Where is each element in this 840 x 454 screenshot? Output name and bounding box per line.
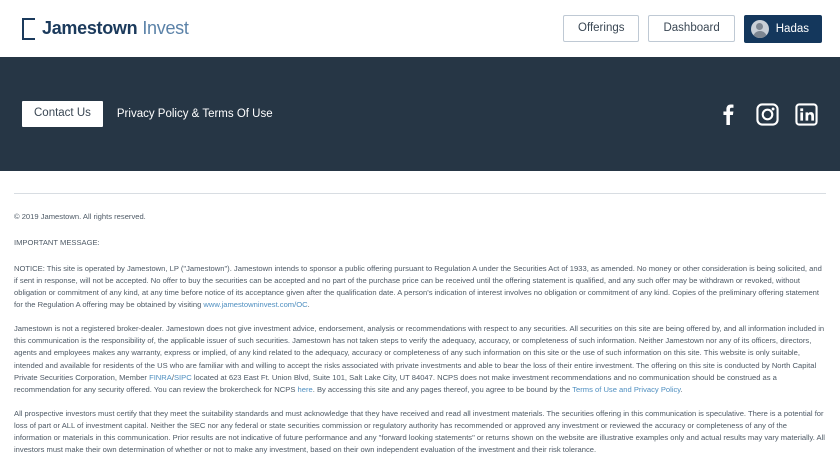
- header-nav: [563, 15, 822, 43]
- user-menu-button[interactable]: [744, 15, 822, 43]
- instagram-icon[interactable]: [756, 103, 779, 126]
- brokercheck-here-link[interactable]: here: [297, 385, 313, 395]
- user-name-label: Hadas: [775, 22, 809, 35]
- jamestown-logo-mark-icon: [22, 18, 35, 40]
- legal-section: [0, 193, 840, 454]
- site-header: [0, 0, 840, 57]
- footer-band-links: [22, 101, 273, 127]
- contact-us-button[interactable]: Contact Us: [22, 101, 103, 127]
- social-links: [717, 103, 818, 126]
- privacy-terms-link[interactable]: Privacy Policy & Terms Of Use: [116, 108, 273, 120]
- copyright-text: © 2019 Jamestown. All rights reserved.: [14, 212, 146, 221]
- facebook-icon[interactable]: [717, 103, 740, 126]
- finra-link[interactable]: FINRA: [149, 372, 172, 382]
- dashboard-button[interactable]: Dashboard: [648, 15, 734, 43]
- sipc-link[interactable]: SIPC: [173, 372, 192, 382]
- broker-text-part3: . By accessing this site and any pages thereof, you agree to be bound by the: [312, 385, 573, 395]
- user-avatar-icon: [751, 20, 769, 38]
- notice-paragraph: [14, 263, 826, 312]
- broker-slash-separator: /: [171, 372, 174, 382]
- brand-logo[interactable]: [22, 18, 189, 40]
- linkedin-icon[interactable]: [795, 103, 818, 126]
- broker-text-part4: .: [680, 385, 683, 395]
- notice-text-part2: .: [307, 300, 310, 310]
- logo-word-invest: Invest: [142, 18, 189, 38]
- notice-text-part1: NOTICE: This site is operated by Jamestown, LP ("Jamestown"). Jamestown intends to sponsor a public offering pursuant to Regulation A under the Securities Act of 1933, as amended. No money or other consideration is being solicited, and if sent in response, will not be accepted. No offer to buy the securities can be accepted and no part of the purchase price can be received until the offering statement is qualified, and any such offer may be withdrawn or revoked, without obligation or commitment of any kind, at any time before notice of its acceptance given after the qualification date. A person's indication of interest involves no obligation or commitment of any kind. Copies of the preliminary offering statement for the Regulation A offering may be obtained by visiting: [14, 263, 822, 310]
- legal-divider: [14, 193, 826, 194]
- logo-word-jamestown: Jamestown: [42, 18, 138, 38]
- terms-of-use-privacy-link[interactable]: Terms of Use and Privacy Policy: [572, 385, 681, 395]
- broker-dealer-paragraph: [14, 323, 826, 397]
- footer-band: [0, 57, 840, 171]
- offerings-button[interactable]: Offerings: [563, 15, 639, 43]
- important-message-heading: IMPORTANT MESSAGE:: [14, 238, 100, 248]
- broker-text-part2: located at 623 East Ft. Union Blvd, Suite 101, Salt Lake City, UT 84047. NCPS does not make investment recommendations and no communication should be construed as a recommendation for any security offered. You can review the brokercheck for NCPS: [14, 372, 777, 395]
- prospective-investors-paragraph: All prospective investors must certify that they meet the suitability standards and must acknowledge that they have received and read all investment materials. The securities offering in this communication is speculative. There is a potential for loss of part or ALL of investment capital. Neither the SEC nor any federal or state securities commission or regulatory authority has recommended or approved any investment or reviewed the accuracy or completeness of any of the information or materials in this communication. Prior results are not indicative of future performance and any "forward looking statements" or returns shown on the website are illustrative examples only and actual results may vary materially. All investors must make their own determination of whether or not to make any investment, based on their own independent evaluation of the investment and their risk tolerance.: [14, 408, 825, 454]
- offering-circular-link[interactable]: www.jamestowninvest.com/OC: [203, 300, 308, 310]
- broker-text-part1: Jamestown is not a registered broker-dealer. Jamestown does not give investment advice, endorsement, analysis or recommendations with respect to any securities. All securities on this site are being offered by, and all information included in this communication is the responsibility of, the applicable issuer of such securities. Jamestown has not taken steps to verify the adequacy, accuracy, or completeness of such information. Neither Jamestown nor any of its officers, directors, agents and employees makes any warranty, express or implied, of any kind related to the adequacy, accuracy or completeness of any such information on this site or the use of such information on this site. This website is only suitable, intended and available for residents of the US who are familiar with and willing to accept the risks associated with private investments and able to bear the loss of their entire investment. The offering on this site is conducted by North Capital Private Securities Corporation, Member: [14, 323, 825, 382]
